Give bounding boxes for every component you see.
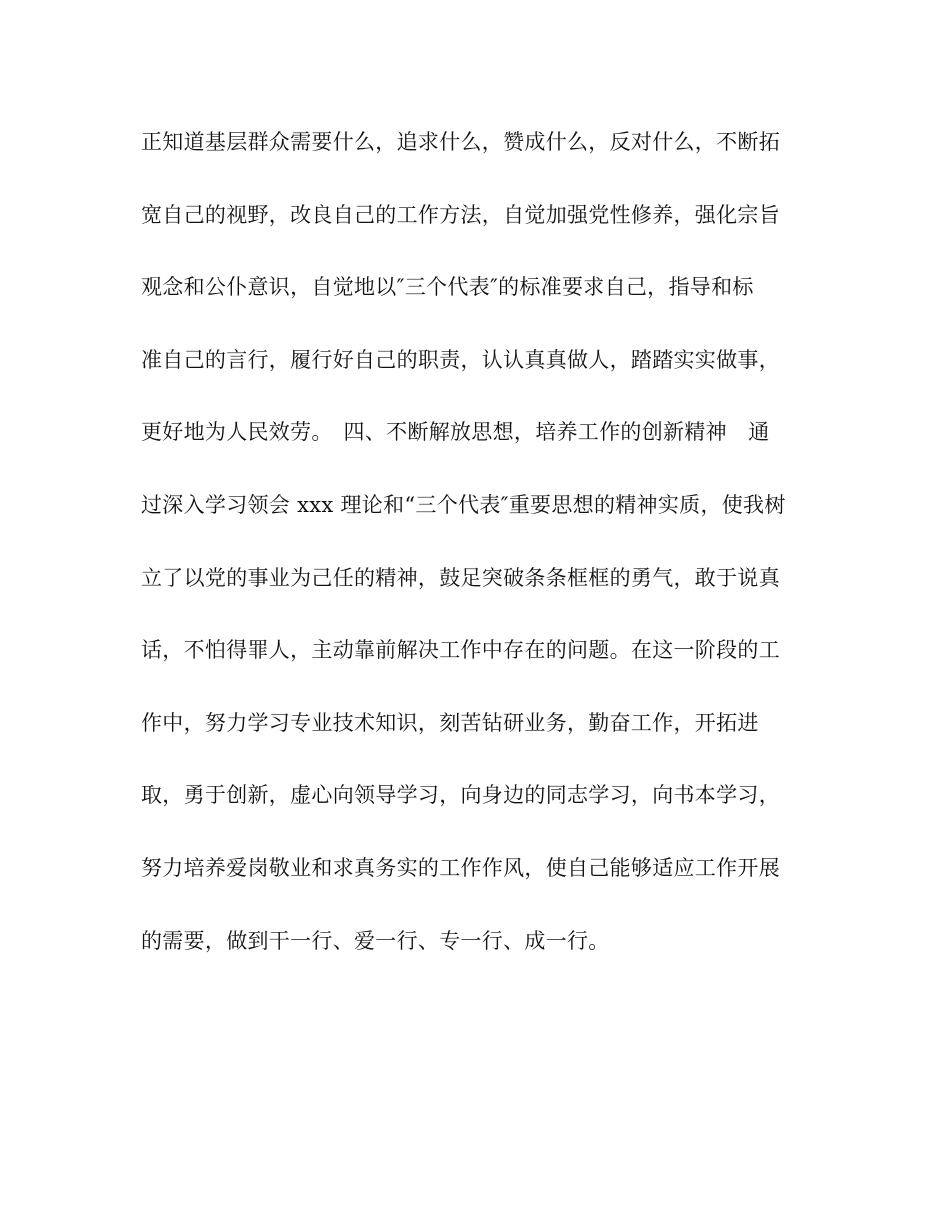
text-line: 努力培养爱岗敬业和求真务实的工作作风，使自己能够适应工作开展 (141, 855, 780, 880)
text-line: 观念和公仆意识，自觉地以″三个代表″的标准要求自己，指导和标 (141, 275, 754, 300)
text-line: 的需要，做到干一行、爱一行、专一行、成一行。 (141, 928, 610, 953)
text-line: 话，不怕得罪人，主动靠前解决工作中存在的问题。在这一阶段的工 (141, 638, 780, 663)
text-line: 更好地为人民效劳。 四、不断解放思想，培养工作的创新精神 通 (141, 420, 770, 445)
body-paragraph (141, 120, 821, 991)
text-line: 立了以党的事业为己任的精神，鼓足突破条条框框的勇气，敢于说真 (141, 565, 780, 590)
text-line: 取，勇于创新，虚心向领导学习，向身边的同志学习，向书本学习， (141, 783, 780, 808)
text-line: 宽自己的视野，改良自己的工作方法，自觉加强党性修养，强化宗旨 (141, 202, 780, 227)
text-line: 正知道基层群众需要什么，追求什么，赞成什么，反对什么，不断拓 (141, 130, 780, 154)
text-line: 作中，努力学习专业技术知识，刻苦钻研业务，勤奋工作，开拓进 (141, 710, 759, 735)
text-line: 过深入学习领会 xxx 理论和“三个代表″重要思想的精神实质，使我树 (141, 492, 786, 517)
text-line: 准自己的言行，履行好自己的职责，认认真真做人，踏踏实实做事， (141, 347, 780, 372)
